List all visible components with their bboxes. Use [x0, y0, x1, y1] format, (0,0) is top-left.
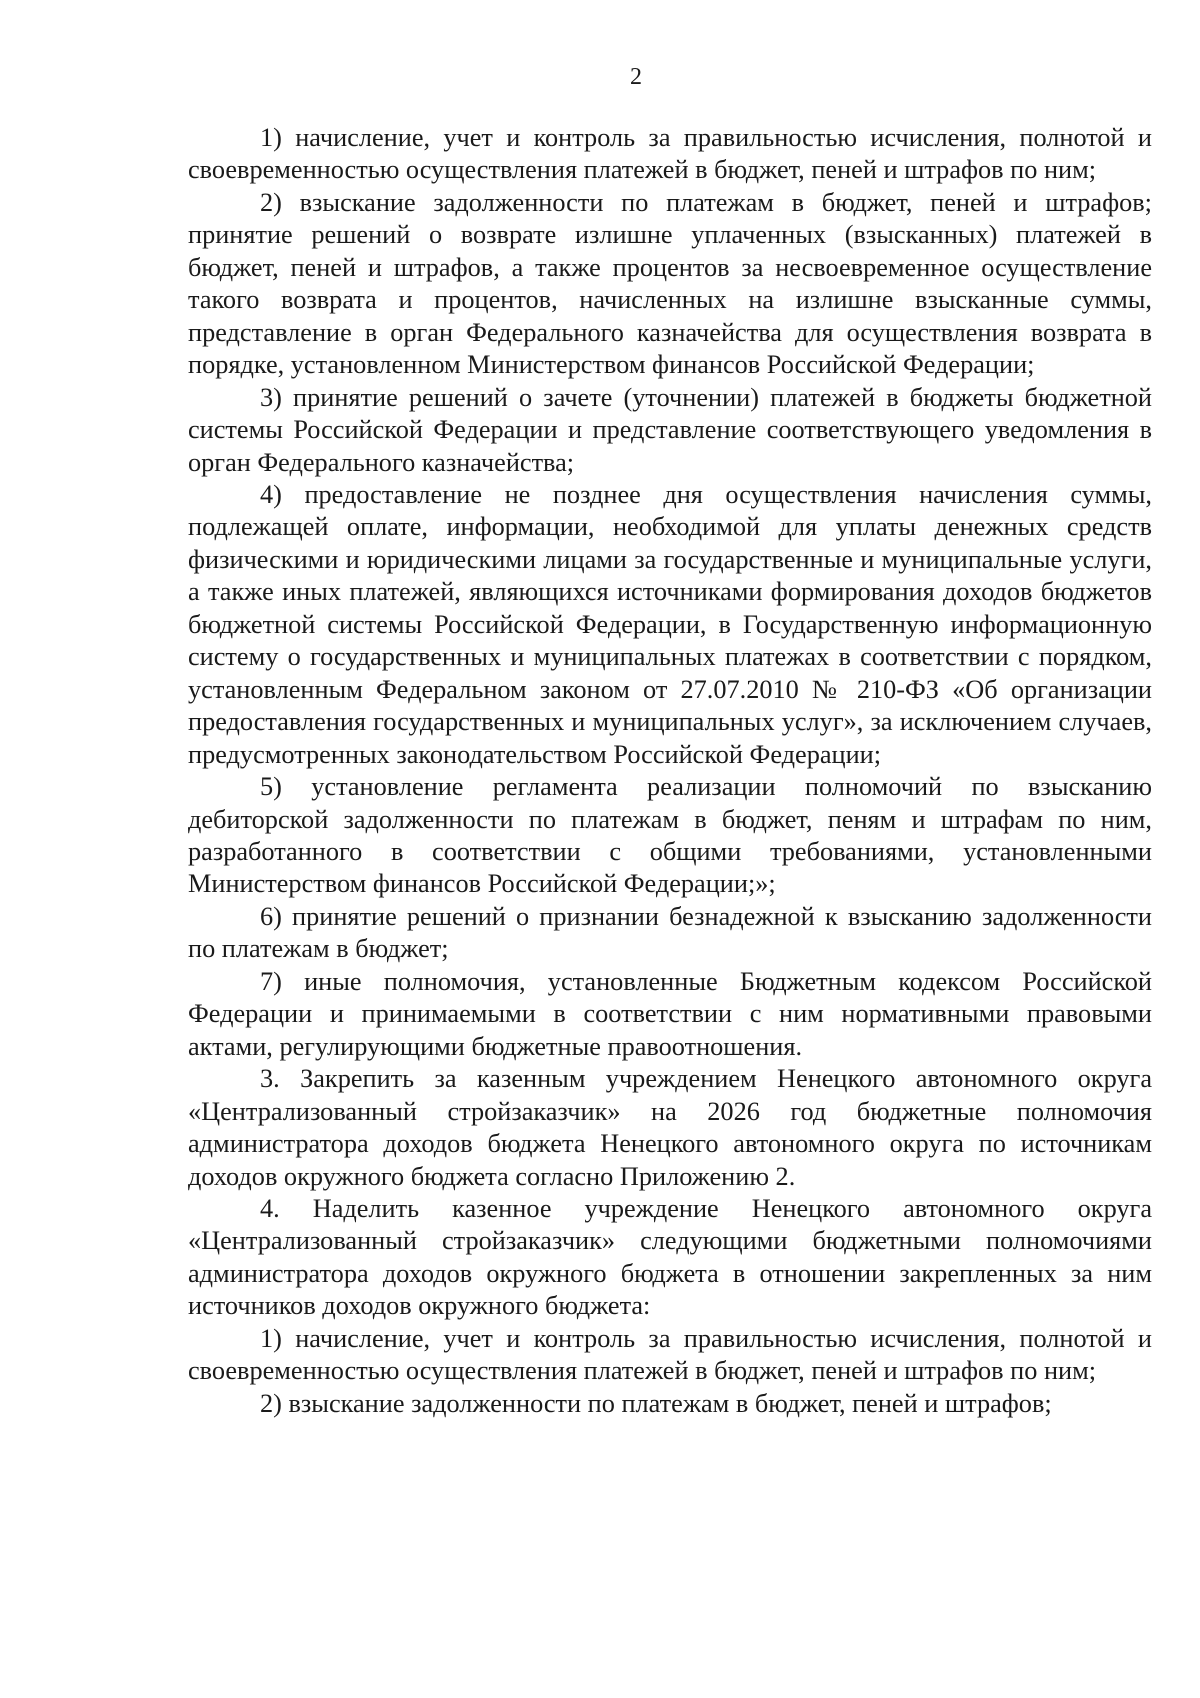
paragraph-item-6: 6) принятие решений о признании безнадежной к взысканию задолженности по платежам в бюджет;: [188, 901, 1152, 964]
paragraph-item-2-repeat: 2) взыскание задолженности по платежам в бюджет, пеней и штрафов;: [260, 1388, 1052, 1418]
paragraph-item-1: 1) начисление, учет и контроль за правильностью исчисления, полнотой и своевременностью осуществления платежей в бюджет, пеней и штрафов по ним;: [188, 123, 1152, 185]
paragraph-section-3: 3. Закрепить за казенным учреждением Ненецкого автономного округа «Централизованный стройзаказчик» на 2026 год бюджетные полномочия администратора доходов бюджета Ненецкого автономного округа по источникам доходов окружного бюджета согласно Приложению 2.: [188, 1064, 1152, 1191]
paragraph-item-5: 5) установление регламента реализации полномочий по взысканию дебиторской задолженности по платежам в бюджет, пеням и штрафам по ним, разработанного в соответствии с общими требованиями, установленными Министерством финансов Российской Федерации;»;: [188, 772, 1152, 899]
document-body: [188, 122, 1152, 1420]
paragraph-item-1-repeat: 1) начисление, учет и контроль за правильностью исчисления, полнотой и своевременностью осуществления платежей в бюджет, пеней и штрафов по ним;: [188, 1323, 1152, 1386]
paragraph-item-3: 3) принятие решений о зачете (уточнении) платежей в бюджеты бюджетной системы Российской Федерации и представление соответствующего уведомления в орган Федерального казначейства;: [188, 382, 1152, 477]
paragraph-item-2: 2) взыскание задолженности по платежам в бюджет, пеней и штрафов; принятие решений о возврате излишне уплаченных (взысканных) платежей в бюджет, пеней и штрафов, а также процентов за несвоевременное осуществление такого возврата и процентов, начисленных на излишне взысканные суммы, представление в орган Федерального казначейства для осуществления возврата в порядке, установленном Министерством финансов Российской Федерации;: [188, 187, 1152, 380]
paragraph-section-4: 4. Наделить казенное учреждение Ненецкого автономного округа «Централизованный стройзаказчик» следующими бюджетными полномочиями администратора доходов окружного бюджета в отношении закрепленных за ним источников доходов окружного бюджета:: [188, 1193, 1152, 1321]
page-number: 2: [630, 64, 642, 90]
paragraph-item-4: 4) предоставление не позднее дня осуществления начисления суммы, подлежащей оплате, информации, необходимой для уплаты денежных средств физическими и юридическими лицами за государственные и муниципальные услуги, а также иных платежей, являющихся источниками формирования доходов бюджетов бюджетной системы Российской Федерации, в Государственную информационную систему о государственных и муниципальных платежах в соответствии с порядком, установленным Федеральном законом от 27.07.2010 № 210-ФЗ «Об организации предоставления государственных и муниципальных услуг», за исключением случаев, предусмотренных законодательством Российской Федерации;: [188, 479, 1152, 769]
paragraph-item-7: 7) иные полномочия, установленные Бюджетным кодексом Российской Федерации и принимаемыми в соответствии с ним нормативными правовыми актами, регулирующими бюджетные правоотношения.: [188, 966, 1152, 1061]
